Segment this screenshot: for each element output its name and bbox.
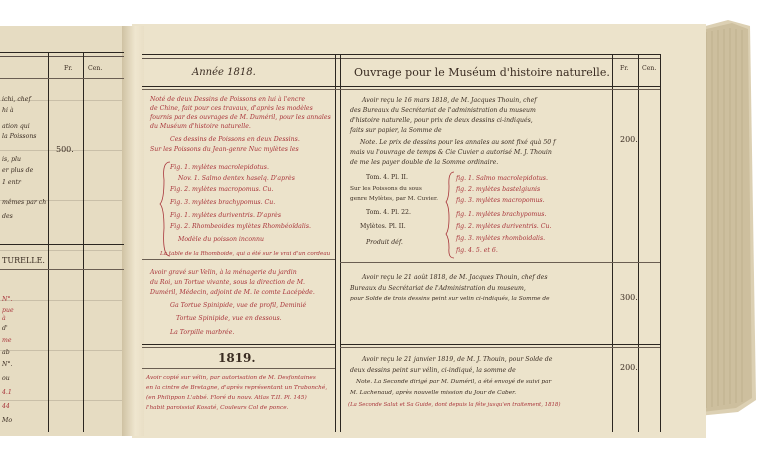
year-heading-1819: 1819. [218,351,256,365]
note-second-line: Avoir gravé sur Velin, à la ménagerie du jardin [150,269,297,276]
column-divider [48,52,49,432]
entry-3-line: deux dessins peint sur vélin, ci-indiqué, la somme de [350,367,516,374]
left-col-fr-header: Fr. [64,65,73,72]
left-fragment: 4.1 [2,389,12,396]
entry-2-line: Avoir reçu le 21 août 1818, de M. Jacques Thouin, chef des [362,274,548,281]
header-rule [0,52,124,53]
column-divider [638,54,639,432]
note-1818-line: Ces dessins de Poissons en deux Dessins. [170,136,300,143]
header-underline [0,78,124,79]
species-line: Modèle du poisson inconnu [178,236,265,243]
entry-1-line: des Bureaux du Secrétariat de l'administration du museum [350,107,536,114]
note-1819-line: (en Philippon L'abbé. Floré du nouv. Atlas T.II. Pl. 145) [146,395,307,401]
column-divider [612,54,613,432]
entry-1-ref: Sur les Poissons du sous [350,186,422,192]
entry-3-line: (La Seconde Salut et Sa Guide, dont depuis la fête jusqu'en traitement, 1818) [348,402,561,408]
note-1818-line: de Chine, fait pour ces travaux, d'après les modèles [150,105,313,112]
ruled-line [0,400,122,401]
species-brace [158,160,172,260]
entry-1-fig: fig. 4. 5. et 6. [456,247,498,254]
left-fragment: is, plu [2,156,22,163]
left-fragment: N°. [2,361,13,368]
left-col-cent-header: Cen. [88,65,103,72]
entry-1-fig: fig. 1. mylètes brachypomus. [456,211,547,218]
left-fragment: ation qui [2,123,30,130]
entry-2-line: Bureaux du Secrétariat de l'Administration du museum, [350,285,526,292]
entry-separator [340,344,660,345]
entry-1-ref: Produit déf. [366,239,403,246]
section-rule [142,368,335,369]
book-gutter [122,26,144,436]
left-fragment: ichi, chef [2,96,31,103]
entry-1-fig: fig. 2. mylètes duriventris. Cu. [456,223,552,230]
column-divider [83,52,84,432]
note-1819-line: Avoir copié sur vélin, par autorisation de M. Desfontaines [146,375,316,381]
header-rule [142,54,660,55]
entry-3-amount: 200. [620,363,638,372]
section-rule [142,259,335,260]
left-section-word: TURELLE. [2,256,45,265]
left-fragment: er plus de [2,167,34,174]
entry-1-line: mais vu l'ouvrage de temps & Cie Cuvier a autorisé M. J. Thouin [350,149,552,156]
entry-separator-thin [340,347,660,348]
page-edges [698,20,758,420]
left-fragment: la Poissons [2,133,37,140]
note-1819-line: l'habit paroissial Kosaté, Couleurs Col de ponce. [146,405,289,411]
left-fragment: ab [2,349,10,356]
entry-1-fig: fig. 2. mylètes bastelgiunis [456,186,541,193]
note-1818-line: du Muséum d'histoire naturelle. [150,123,251,130]
species-line: Fig. 1. mylètes macrolepidotus. [170,164,269,171]
ruled-line [0,350,122,351]
left-fragment: Mo [2,417,13,424]
entry-1-ref: Tom. 4. Pl. 22. [366,209,411,216]
left-fragment: des [2,213,13,220]
entry-3-line: M. Lachenaud, après nouvelle mission du Jour de Caber. [350,390,517,396]
species-line: Fig. 2. mylètes macropomus. Cu. [170,186,274,193]
col-cent-header: Cen. [642,65,657,72]
header-underline [142,86,660,87]
figure-brace [444,170,456,260]
left-fragment: mêmes par ch [2,199,47,206]
section-rule [142,344,335,345]
species-line: Fig. 1. mylètes duriventris. D'après [170,212,281,219]
species-line: Nov. 1. Salmo dentex haselq. D'après [178,175,295,182]
column-divider [660,54,661,432]
column-divider [335,54,336,432]
species-line: Fig. 2. Rhombeoides mylètes Rhombéoïdalis. [170,223,311,230]
entry-1-ref: genre Mylètes, par M. Cuvier. [350,196,438,202]
left-fragment: N°. [2,296,13,303]
section-rule [0,269,124,270]
note-second-line: Tortue Spinipide, vue en dessous. [176,315,282,322]
note-1819-line: en la cintre de Bretagne, d'après représentant un Trabonché, [146,385,328,391]
header-rule-thin [142,58,660,59]
entry-1-ref: Mylètes. Pl. II. [360,223,406,230]
left-page [0,26,132,436]
entry-2-amount: 300. [620,293,638,302]
entry-1-line: Avoir reçu le 16 mars 1818, de M. Jacques Thouin, chef [362,97,537,104]
entry-2-line: pour Solde de trois dessins peint sur velin ci-indiqués, la Somme de [350,296,550,302]
entry-1-fig: fig. 3. mylètes rhomboidalis. [456,235,546,242]
left-amount: 500. [56,145,74,154]
section-rule-thin [142,347,335,348]
left-fragment: pue [2,307,14,314]
left-fragment: 44 [2,403,10,410]
ruled-line [0,300,122,301]
entry-3-line: Avoir reçu le 21 janvier 1819, de M. J. Thouin, pour Solde de [362,356,553,363]
note-second-line: La Torpille marbrée. [170,329,235,336]
left-fragment: d' [2,325,8,332]
species-line: La table de la Rhomboide, qui a été sur le vrai d'un cordeau [160,251,331,257]
col-fr-header: Fr. [620,65,629,72]
entry-separator [340,262,660,263]
entry-1-fig: fig. 3. mylètes macropomus. [456,197,545,204]
note-1818-line: fournis par des ouvrages de M. Duméril, pour les annales [150,114,331,121]
entry-1-line: Note. Le prix de dessins pour les annales au sont fixé quà 50 f [360,139,556,146]
note-second-line: du Roi, un Tortue vivante, sous la direction de M. [150,279,306,286]
left-fragment: me [2,337,12,344]
note-1818-line: Noté de deux Dessins de Poissons en lui à l'encre [150,96,305,103]
note-second-line: Ga Tortue Spinipide, vue de profil, Deminié [170,302,307,309]
entry-1-line: faits sur papier, la Somme de [350,127,442,134]
section-rule [0,244,124,245]
header-underline-thin [142,89,660,90]
column-divider [340,54,341,432]
entry-1-fig: fig. 1. Salmo macrolepidotus. [456,175,548,182]
ledger-title: Ouvrage pour le Muséum d'histoire naturelle. [354,66,610,79]
left-fragment: à [2,315,6,322]
entry-3-line: Note. La Seconde dirigé par M. Duméril, a été envoyé de suivi par [356,379,552,385]
entry-1-ref: Tom. 4. Pl. II. [366,174,408,181]
note-second-line: Duméril, Médecin, adjoint de M. le comte Lacépède. [150,289,315,296]
header-rule-thin [0,56,124,57]
year-heading-1818: Année 1818. [192,67,256,78]
left-fragment: hi à [2,107,14,114]
note-1818-line: Sur les Poissons du Jean-genre Nuc mylètes les [150,146,299,153]
entry-1-line: d'histoire naturelle, pour prix de deux dessins ci-indiqués, [350,117,533,124]
entry-1-line: de me les payer double de la Somme ordinaire. [350,159,499,166]
ruled-line [0,250,122,251]
left-fragment: ou [2,375,10,382]
left-fragment: 1 entr [2,179,21,186]
entry-1-amount: 200. [620,135,638,144]
species-line: Fig. 3. mylètes brachypomus. Cu. [170,199,276,206]
